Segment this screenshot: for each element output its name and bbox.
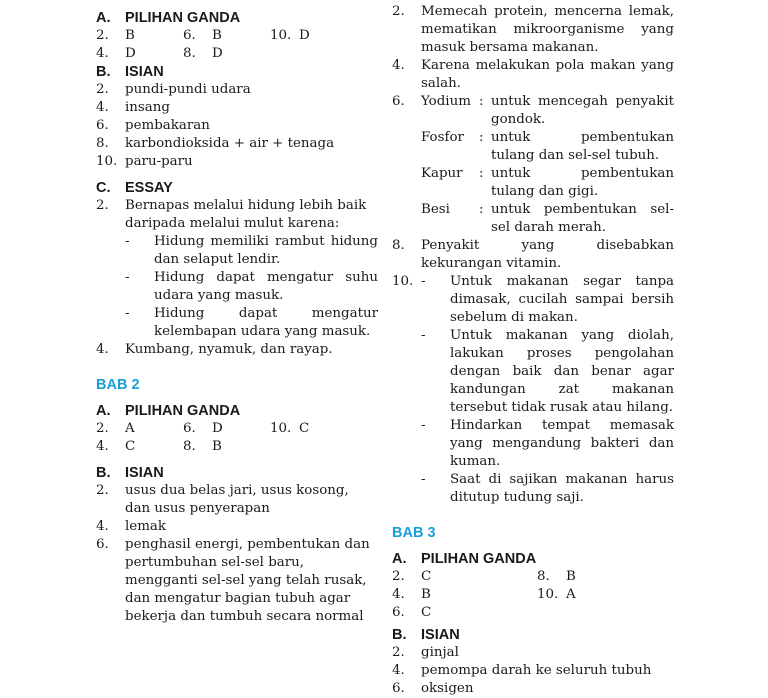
left-column — [96, 0, 378, 626]
section-heading: A. PILIHAN GANDA — [392, 551, 537, 567]
answer-row — [392, 568, 674, 586]
right-column — [392, 3, 674, 698]
section-heading: B. ISIAN — [96, 465, 164, 481]
answer-cell: 6. C — [392, 605, 432, 620]
bab1-pilihan-ganda-section — [96, 9, 378, 63]
answer-cell: 10. D — [270, 28, 310, 43]
section-heading: B. ISIAN — [96, 64, 164, 80]
answer-cell: 10. C — [270, 421, 310, 436]
answer-row — [96, 438, 378, 456]
bab2-isian-section — [96, 464, 378, 626]
bab1-isian-section — [96, 63, 378, 171]
section-heading: A. PILIHAN GANDA — [96, 10, 241, 26]
list-item: 2. Bernapas melalui hidung lebih baik daripada melalui mulut karena: - Hidung memiliki rambut hidung dan selaput lendir. - Hidung dapat mengatur suhu udara yang masuk. - Hidung dapat mengatur kelembapan udara yang masuk. — [96, 198, 378, 339]
list-item: 6. pembakaran — [96, 118, 210, 133]
answer-cell: 4. D — [96, 46, 136, 61]
list-item: 8. Penyakit yang disebabkan kekurangan vitamin. — [392, 238, 674, 271]
list-item: 4. insang — [96, 100, 170, 115]
bullet-point: - Untuk makanan segar tanpa dimasak, cucilah sampai bersih sebelum di makan. — [421, 274, 674, 325]
list-item: 10. paru-paru — [96, 154, 193, 169]
answer-row — [96, 420, 378, 438]
bab3-pilihan-ganda-section — [392, 550, 674, 622]
mineral-row: Kapur : untuk pembentukan tulang dan gigi. — [421, 166, 674, 199]
list-item: 2. ginjal — [392, 645, 459, 660]
mineral-row: Besi : untuk pembentukan sel-sel darah merah. — [421, 202, 674, 235]
answer-row — [392, 586, 674, 604]
chapter-heading: BAB 3 — [392, 525, 436, 541]
bullet-point: - Hidung memiliki rambut hidung dan selaput lendir. — [125, 234, 378, 267]
answer-row — [96, 45, 378, 63]
answer-cell: 4. B — [392, 587, 431, 602]
bab3-isian-section — [392, 626, 674, 698]
answer-cell: 10. A — [537, 587, 576, 602]
list-item: 6. penghasil energi, pembentukan dan pertumbuhan sel-sel baru, mengganti sel-sel yang telah rusak, dan mengatur bagian tubuh agar bekerja dan tumbuh secara normal — [96, 537, 370, 624]
list-item: 8. karbondioksida + air + tenaga — [96, 136, 335, 151]
answer-cell: 8. B — [183, 439, 222, 454]
answer-cell: 2. C — [392, 569, 432, 584]
bab1-essay-section — [96, 179, 378, 359]
bullet-point: - Hindarkan tempat memasak yang mengandung bakteri dan kuman. — [421, 418, 674, 469]
bab2-pilihan-ganda-section — [96, 402, 378, 456]
section-heading: B. ISIAN — [392, 627, 460, 643]
list-item: 10. - Untuk makanan segar tanpa dimasak, cucilah sampai bersih sebelum di makan. - Untuk makanan yang diolah, lakukan proses pengolahan dengan baik dan benar agar kandungan zat makanan tersebut tidak rusak atau hilang. - Hindarkan tempat memasak yang mengandung bakteri dan kuman. - Saat di sajikan makanan harus ditutup tudung saji. — [392, 274, 674, 505]
answer-cell: 6. D — [183, 421, 223, 436]
section-heading: A. PILIHAN GANDA — [96, 403, 241, 419]
answer-row — [96, 27, 378, 45]
bullet-point: - Untuk makanan yang diolah, lakukan proses pengolahan dengan baik dan benar agar kandungan zat makanan tersebut tidak rusak atau hilang. — [421, 328, 674, 415]
answer-cell: 4. C — [96, 439, 136, 454]
list-item: 4. Kumbang, nyamuk, dan rayap. — [96, 342, 333, 357]
list-item: 4. pemompa darah ke seluruh tubuh — [392, 663, 652, 678]
answer-cell: 8. B — [537, 569, 576, 584]
answer-cell: 2. B — [96, 28, 135, 43]
bullet-point: - Hidung dapat mengatur kelembapan udara yang masuk. — [125, 306, 378, 339]
answer-row — [392, 604, 674, 622]
answer-cell: 6. B — [183, 28, 222, 43]
list-item: 4. lemak — [96, 519, 167, 534]
list-item: 4. Karena melakukan pola makan yang salah. — [392, 58, 674, 91]
mineral-row: Fosfor : untuk pembentukan tulang dan sel-sel tubuh. — [421, 130, 674, 163]
mineral-row: Yodium : untuk mencegah penyakit gondok. — [421, 94, 674, 127]
list-item: 2. pundi-pundi udara — [96, 82, 251, 97]
list-item: 2. Memecah protein, mencerna lemak, mematikan mikroorganisme yang masuk bersama makanan. — [392, 4, 674, 55]
chapter-heading: BAB 2 — [96, 377, 140, 393]
list-item: 6. Yodium : untuk mencegah penyakit gondok. Fosfor : untuk pembentukan tulang dan sel-sel tubuh. Kapur : untuk pembentukan tulang dan gigi. Besi : untuk pembentukan sel-sel darah merah. — [392, 94, 674, 235]
bullet-point: - Hidung dapat mengatur suhu udara yang masuk. — [125, 270, 378, 303]
answer-cell: 2. A — [96, 421, 135, 436]
bullet-point: - Saat di sajikan makanan harus ditutup tudung saji. — [421, 472, 674, 505]
section-heading: C. ESSAY — [96, 180, 173, 196]
list-item: 2. usus dua belas jari, usus kosong, dan usus penyerapan — [96, 483, 349, 516]
list-item: 6. oksigen — [392, 681, 474, 696]
answer-cell: 8. D — [183, 46, 223, 61]
